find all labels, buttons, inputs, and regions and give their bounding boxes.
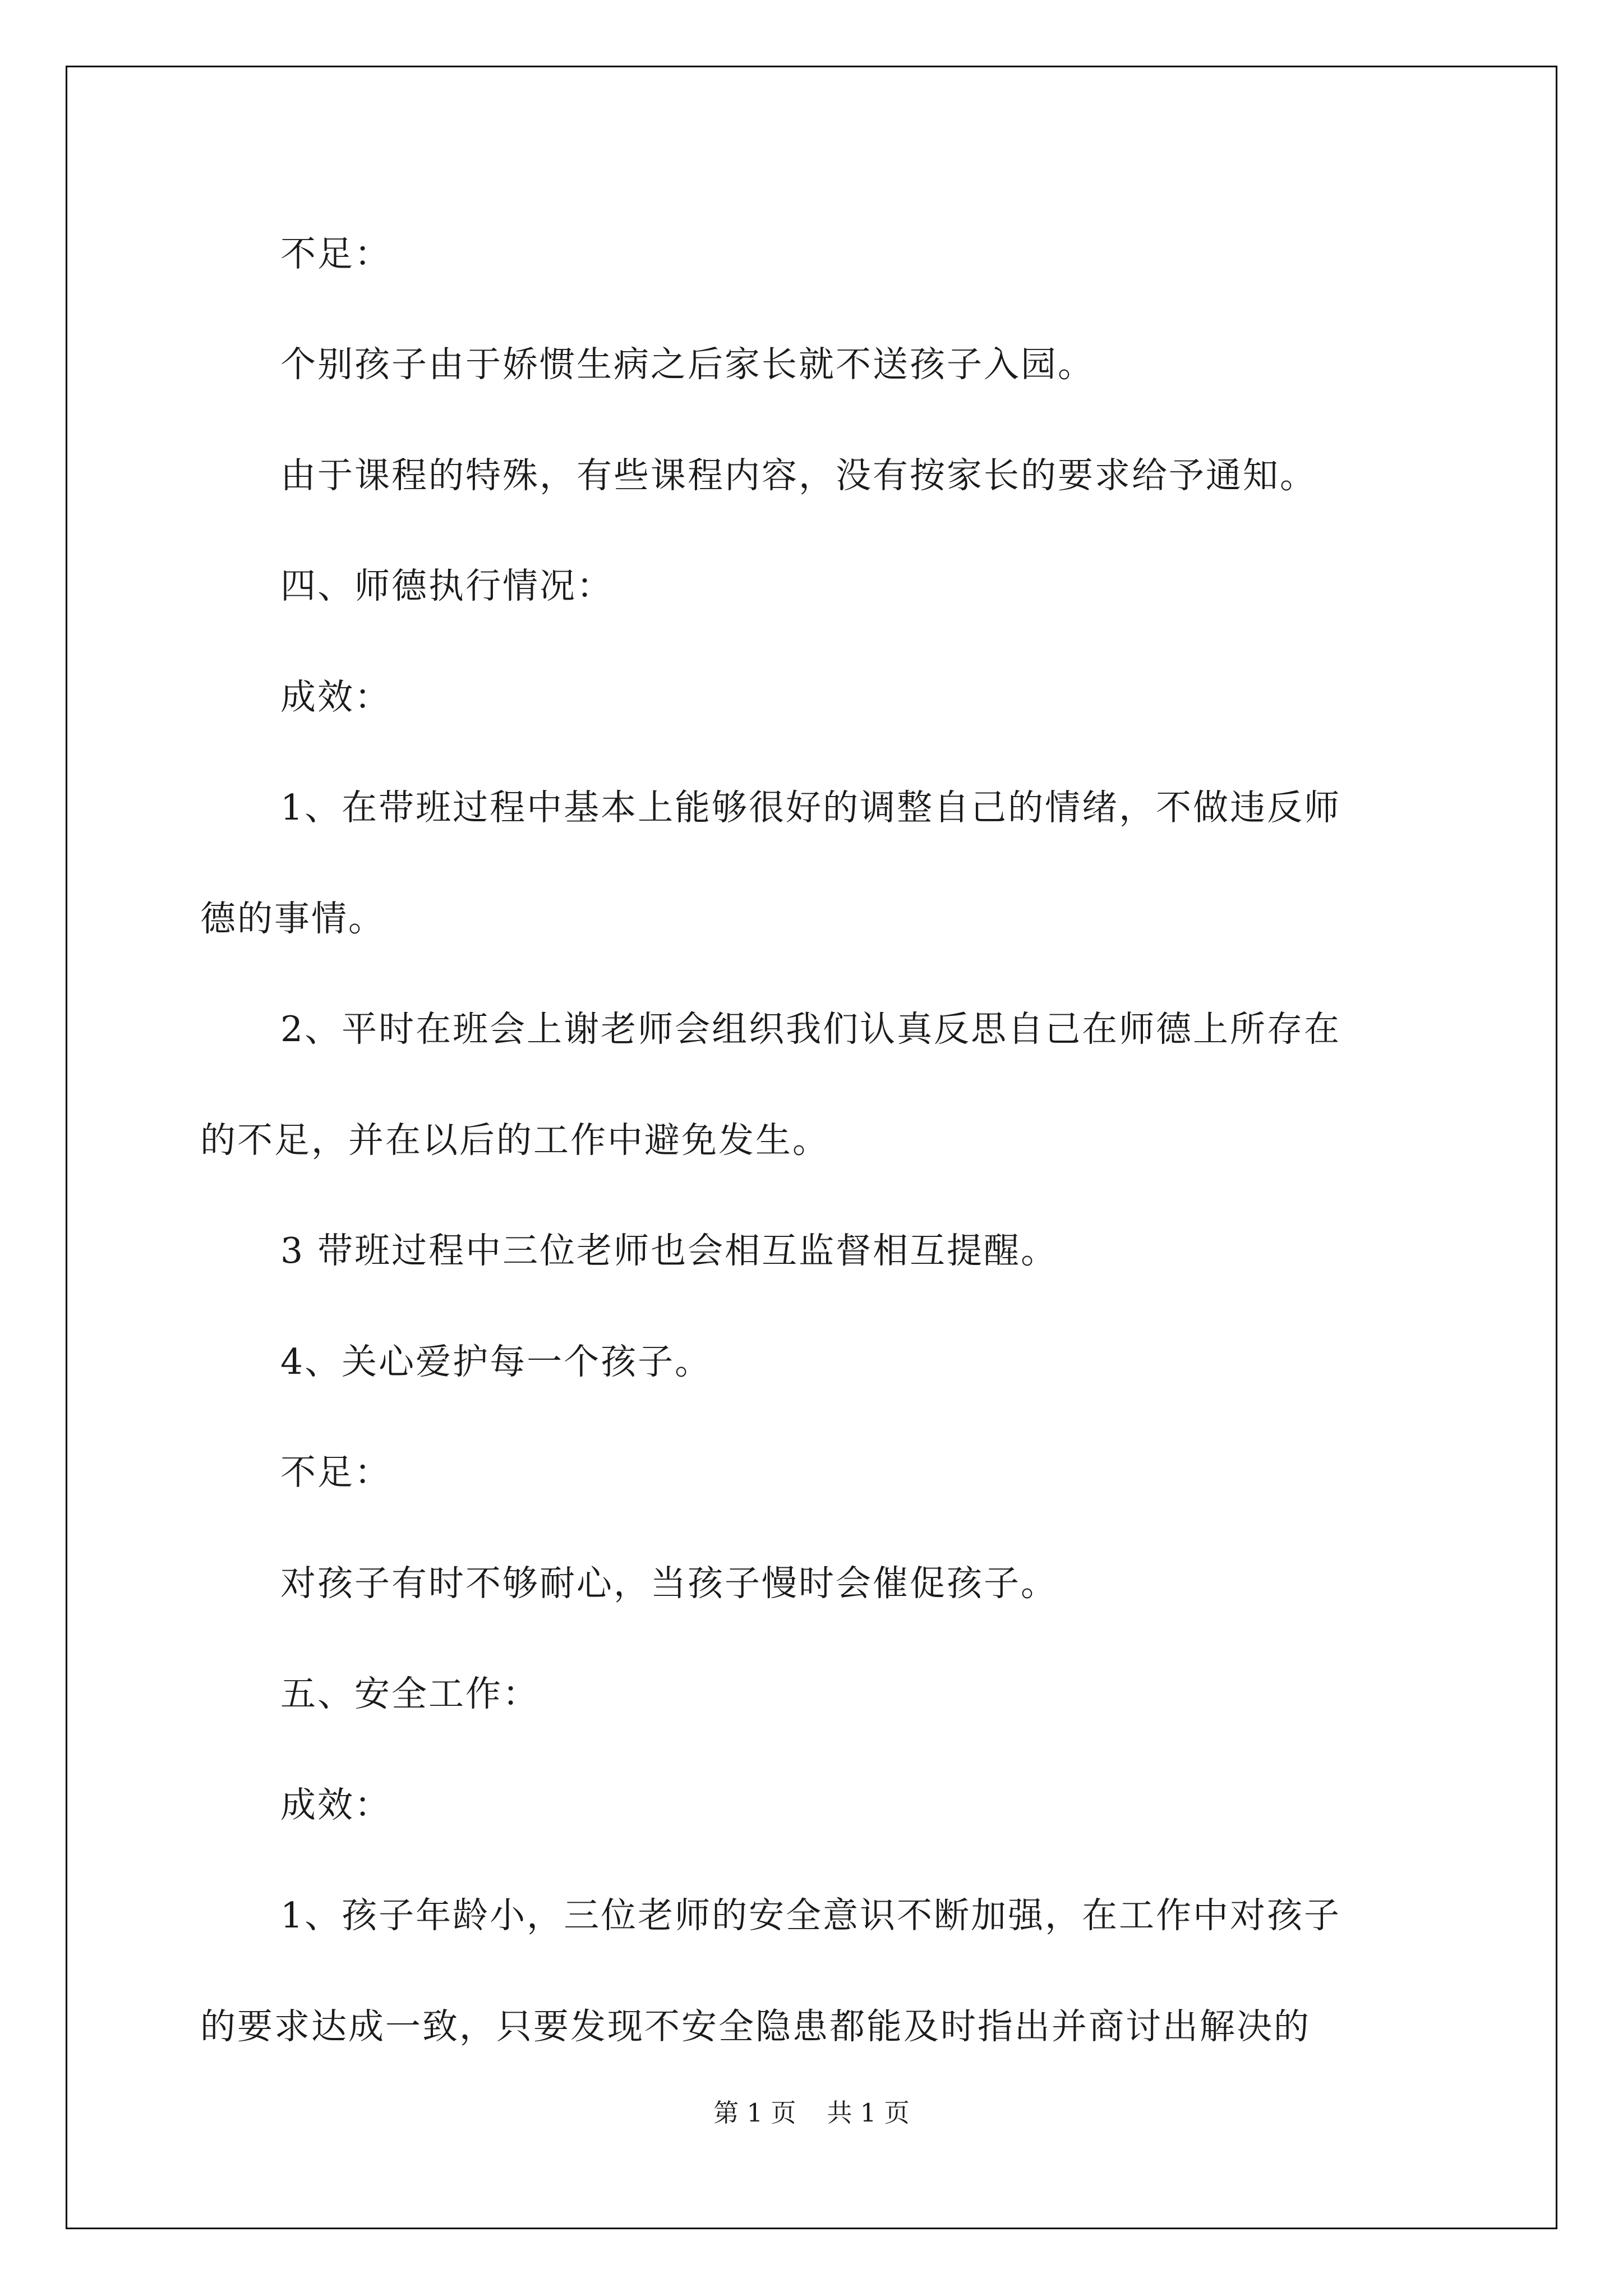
text-line: 德的事情。 bbox=[200, 898, 385, 939]
page-footer bbox=[0, 2096, 1623, 2130]
text-line: 对孩子有时不够耐心，当孩子慢时会催促孩子。 bbox=[280, 1563, 1058, 1604]
text-line: 个别孩子由于娇惯生病之后家长就不送孩子入园。 bbox=[280, 344, 1095, 385]
page-number: 第 1 页 bbox=[713, 2098, 796, 2128]
text-line: 1、孩子年龄小，三位老师的安全意识不断加强，在工作中对孩子 bbox=[280, 1895, 1341, 1936]
text-line: 成效： bbox=[280, 677, 391, 717]
page-total: 共 1 页 bbox=[827, 2098, 910, 2128]
text-line: 3 带班过程中三位老师也会相互监督相互提醒。 bbox=[280, 1230, 1058, 1271]
section-heading: 五、安全工作： bbox=[280, 1673, 540, 1714]
text-line: 不足： bbox=[280, 233, 391, 274]
text-line: 2、平时在班会上谢老师会组织我们认真反思自己在师德上所存在 bbox=[280, 1009, 1341, 1050]
text-line: 成效： bbox=[280, 1784, 391, 1825]
text-line: 的要求达成一致，只要发现不安全隐患都能及时指出并商讨出解决的 bbox=[200, 2006, 1311, 2047]
text-line: 由于课程的特殊，有些课程内容，没有按家长的要求给予通知。 bbox=[280, 455, 1317, 496]
text-line: 的不足，并在以后的工作中避免发生。 bbox=[200, 1120, 829, 1161]
text-line: 4、关心爱护每一个孩子。 bbox=[280, 1341, 712, 1382]
section-heading: 四、师德执行情况： bbox=[280, 565, 614, 606]
text-line: 1、在带班过程中基本上能够很好的调整自己的情绪，不做违反师 bbox=[280, 787, 1341, 828]
text-line: 不足： bbox=[280, 1452, 391, 1493]
